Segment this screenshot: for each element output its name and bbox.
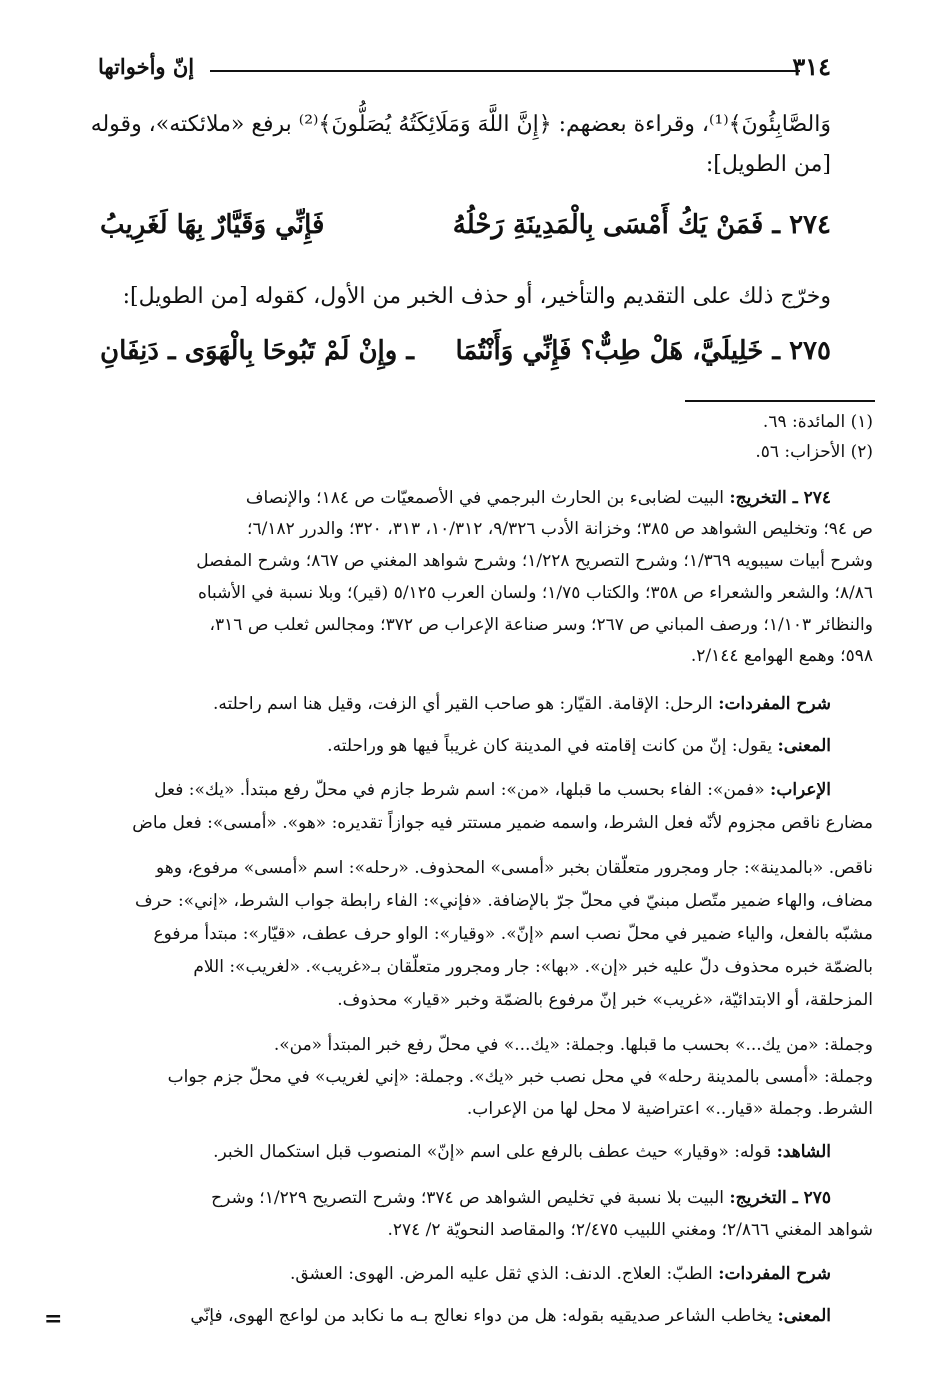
mufradat-274 [213,694,831,714]
page-number: ٣١٤ [792,52,831,81]
verse-text: فَمَنْ يَكُ أَمْسَى بِالْمَدِينَةِ رَحْلُهُ [452,210,764,240]
maana-275 [190,1306,831,1326]
maana-274 [327,736,831,756]
section-label: المعنى: [777,736,831,756]
section-label: الإعراب: [770,780,831,800]
header-rule [210,70,800,72]
main-text-line: وَالصَّابِئُونَ﴾⁽¹⁾، وقراءة بعضهم: ﴿إِنَّ اللَّهَ وَمَلَائِكَتُهُ يُصَلُّونَ﴾⁽²⁾ برفع «ملائكته»، وقوله [90,112,831,137]
takhrij-274-line: والنظائر ١/١٠٣؛ ورصف المباني ص ٢٦٧؛ وسر صناعة الإعراب ص ٣٧٢؛ ومجالس ثعلب ص ٣١٦، [209,615,873,635]
takhrij-275-line [211,1188,831,1208]
verse-274-first-half [453,210,831,240]
body-text: البيت لضابىء بن الحارث البرجمي في الأصمعيّات ص ١٨٤؛ والإنصاف [245,488,724,508]
section-label: الشاهد: [776,1142,831,1162]
body-text: البيت بلا نسبة في تخليص الشواهد ص ٣٧٤؛ وشرح التصريح ١/٢٢٩؛ وشرح [211,1188,724,1208]
takhrij-274-line: ٨/٨٦؛ والشعر والشعراء ص ٣٥٨؛ والكتاب ١/٧٥؛ ولسان العرب ٥/١٢٥ (قير)؛ وبلا نسبة في الأشباه [197,583,873,603]
iraab-274-line: ناقص. «بالمدينة»: جار ومجرور متعلّقان بخبر «أمسى» المحذوف. «رحله»: اسم «أمسى» مرفوع، وهو [155,858,873,878]
footnote: (١) المائدة: ٦٩. [762,412,873,432]
footnote-rule [685,400,875,402]
verse-text: خَلِيلَيَّ، هَلْ طِبٌّ؟ فَإِنِّي وَأَنْتُمَا [455,336,764,366]
body-text: الطبّ: العلاج. الدنف: الذي ثقل عليه المرض. الهوى: العشق. [289,1264,713,1284]
jumal-274-line: وجملة: «من يك...» بحسب ما قبلها. وجملة: «يك...» في محلّ رفع خبر المبتدأ «من». [273,1035,873,1055]
iraab-274-line: المزحلقة، أو الابتدائيّة، «غريب» خبر إنّ مرفوع بالضمّة وخبر «قيار» محذوف. [337,990,873,1010]
verse-number: ٢٧٥ ـ [772,336,831,366]
chapter-title: إنّ وأخواتها [98,54,195,79]
verse-275-first-half [455,336,831,366]
takhrij-274-line [246,488,831,508]
iraab-274-line: مضاف، والهاء ضمير متّصل مبنيّ في محلّ جرّ بالإضافة. «فإني»: الفاء رابطة جواب الشرط، «إني»: حرف [135,891,873,911]
verse-number: ٢٧٤ ـ [772,210,831,240]
iraab-274-line: بالضمّة خبره محذوف دلّ عليه خبر «إن». «بها»: جار ومجرور متعلّقان بـ«غريب». «لغريب»: اللام [193,957,873,977]
body-text: قوله: «وقيار» حيث عطف بالرفع على اسم «إنّ» المنصوب قبل استكمال الخبر. [213,1142,772,1162]
continuation-mark: = [44,1306,63,1332]
body-text: الرحل: الإقامة. القيّار: هو صاحب القير أي الزفت، وقيل هنا اسم راحلته. [213,694,713,714]
body-text: «فمن»: الفاء بحسب ما قبلها، «من»: اسم شرط جازم في محلّ رفع مبتدأ. «يك»: فعل [154,780,765,800]
takhrij-275-line: شواهد المغني ٢/٨٦٦؛ ومغني اللبيب ٢/٤٧٥؛ والمقاصد النحويّة ٢/ ٢٧٤. [387,1220,873,1240]
main-text-line: [من الطويل]: [705,152,831,177]
section-label: شرح المفردات: [718,1264,831,1284]
section-label: ٢٧٤ ـ التخريج: [729,488,831,508]
body-text: يقول: إنّ من كانت إقامته في المدينة كان غريباً فيها هو وراحلته. [327,736,773,756]
footnote: (٢) الأحزاب: ٥٦. [755,442,873,462]
takhrij-274-line: وشرح أبيات سيبويه ١/٣٦٩؛ وشرح التصريح ١/٢٢٨؛ وشرح شواهد المغني ص ٨٦٧؛ وشرح المفصل [196,551,873,571]
body-text: يخاطب الشاعر صديقيه بقوله: هل من دواء نعالج بـه ما نكابد من لواعج الهوى، فإنّي [190,1306,773,1326]
verse-275-second-half: ـ وإِنْ لَمْ تَبُوحَا بِالْهَوَى ـ دَنِفَانِ [100,336,414,366]
iraab-274-line: مضارع ناقص مجزوم لأنّه فعل الشرط، واسمه ضمير مستتر فيه جوازاً تقديره: «هو». «أمسى»: فعل ماض [132,813,873,833]
takhrij-274-line: ٥٩٨؛ وهمع الهوامع ٢/١٤٤. [690,646,873,666]
section-label: المعنى: [777,1306,831,1326]
verse-274-second-half: فَإِنِّي وَقَيَّارٌ بِهَا لَغَرِيبُ [100,210,325,240]
iraab-274-line: مشبّه بالفعل، والياء ضمير في محلّ نصب اسم «إنّ». «وقيار»: الواو حرف عطف، «قيّار»: مبتدأ مرفوع [153,924,873,944]
iraab-274-line [154,780,831,800]
transition-line: وخرّج ذلك على التقديم والتأخير، أو حذف الخبر من الأول، كقوله [من الطويل]: [122,284,831,309]
section-label: ٢٧٥ ـ التخريج: [729,1188,831,1208]
jumal-274-line: وجملة: «أمسى بالمدينة رحله» في محل نصب خبر «يك». وجملة: «إني لغريب» في محلّ جزم جواب [167,1067,873,1087]
takhrij-274-line: ص ٩٤؛ وتخليص الشواهد ص ٣٨٥؛ وخزانة الأدب ٩/٣٢٦، ١٠/٣١٢، ٣١٣، ٣٢٠؛ والدرر ٦/١٨٢؛ [247,519,873,539]
mufradat-275 [290,1264,831,1284]
shahid-274 [213,1142,831,1162]
jumal-274-line: الشرط. وجملة «قيار..» اعتراضية لا محل لها من الإعراب. [466,1099,873,1119]
section-label: شرح المفردات: [718,694,831,714]
